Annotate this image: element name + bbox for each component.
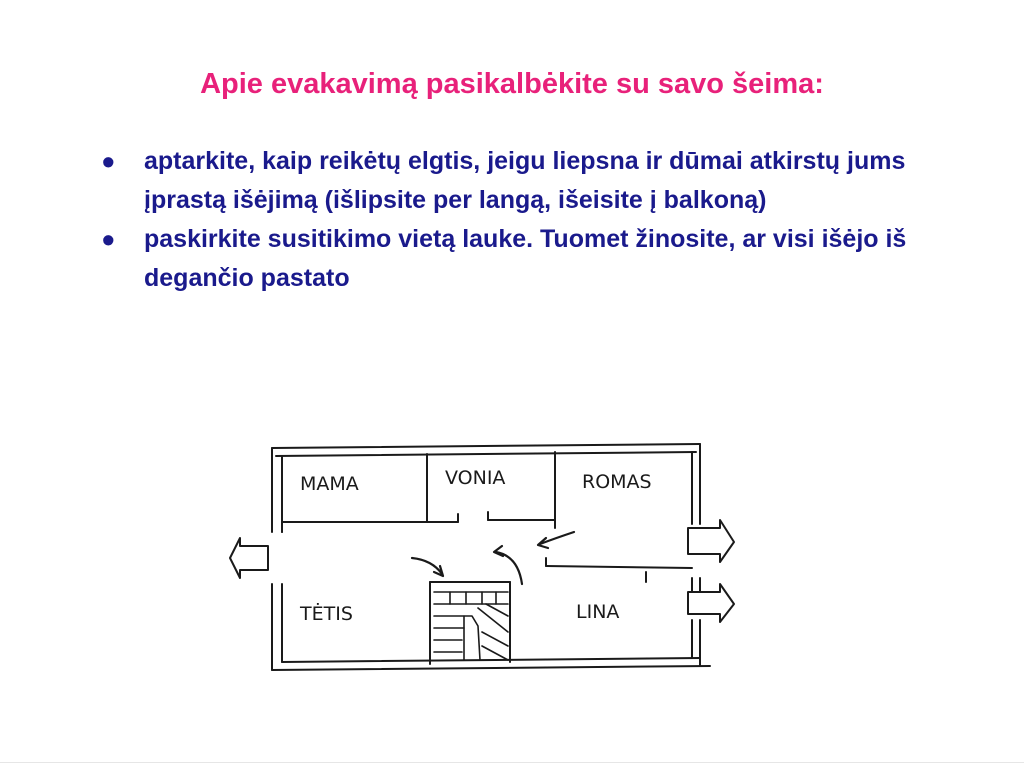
exit-arrow-right-lower xyxy=(688,584,734,622)
room-label-mama: MAMA xyxy=(300,473,359,495)
bullet-text: aptarkite, kaip reikėtų elgtis, jeigu liepsna ir dūmai atkirstų jums įprastą išėjimą (išlipsite per langą, išeisite į balkoną) xyxy=(144,147,906,214)
exit-arrow-right-upper xyxy=(688,520,734,562)
room-label-romas: ROMAS xyxy=(582,471,652,493)
room-label-lina: LINA xyxy=(576,601,620,623)
bullet-item xyxy=(100,142,980,220)
footer-divider xyxy=(0,762,1024,763)
bullet-item xyxy=(100,220,980,298)
hallway-arrows xyxy=(412,532,574,584)
room-label-vonia: VONIA xyxy=(445,467,506,489)
bullet-icon: • xyxy=(102,219,115,260)
slide-title: Apie evakavimą pasikalbėkite su savo šeima: xyxy=(200,68,824,100)
exit-arrow-left xyxy=(230,538,268,578)
room-label-tetis: TĖTIS xyxy=(300,603,353,625)
bullet-icon: • xyxy=(102,141,115,182)
bullet-text: paskirkite susitikimo vietą lauke. Tuomet žinosite, ar visi išėjo iš degančio pastato xyxy=(144,225,907,292)
floor-plan-drawing xyxy=(226,432,746,682)
staircase xyxy=(434,592,508,660)
bullet-list xyxy=(100,142,980,298)
